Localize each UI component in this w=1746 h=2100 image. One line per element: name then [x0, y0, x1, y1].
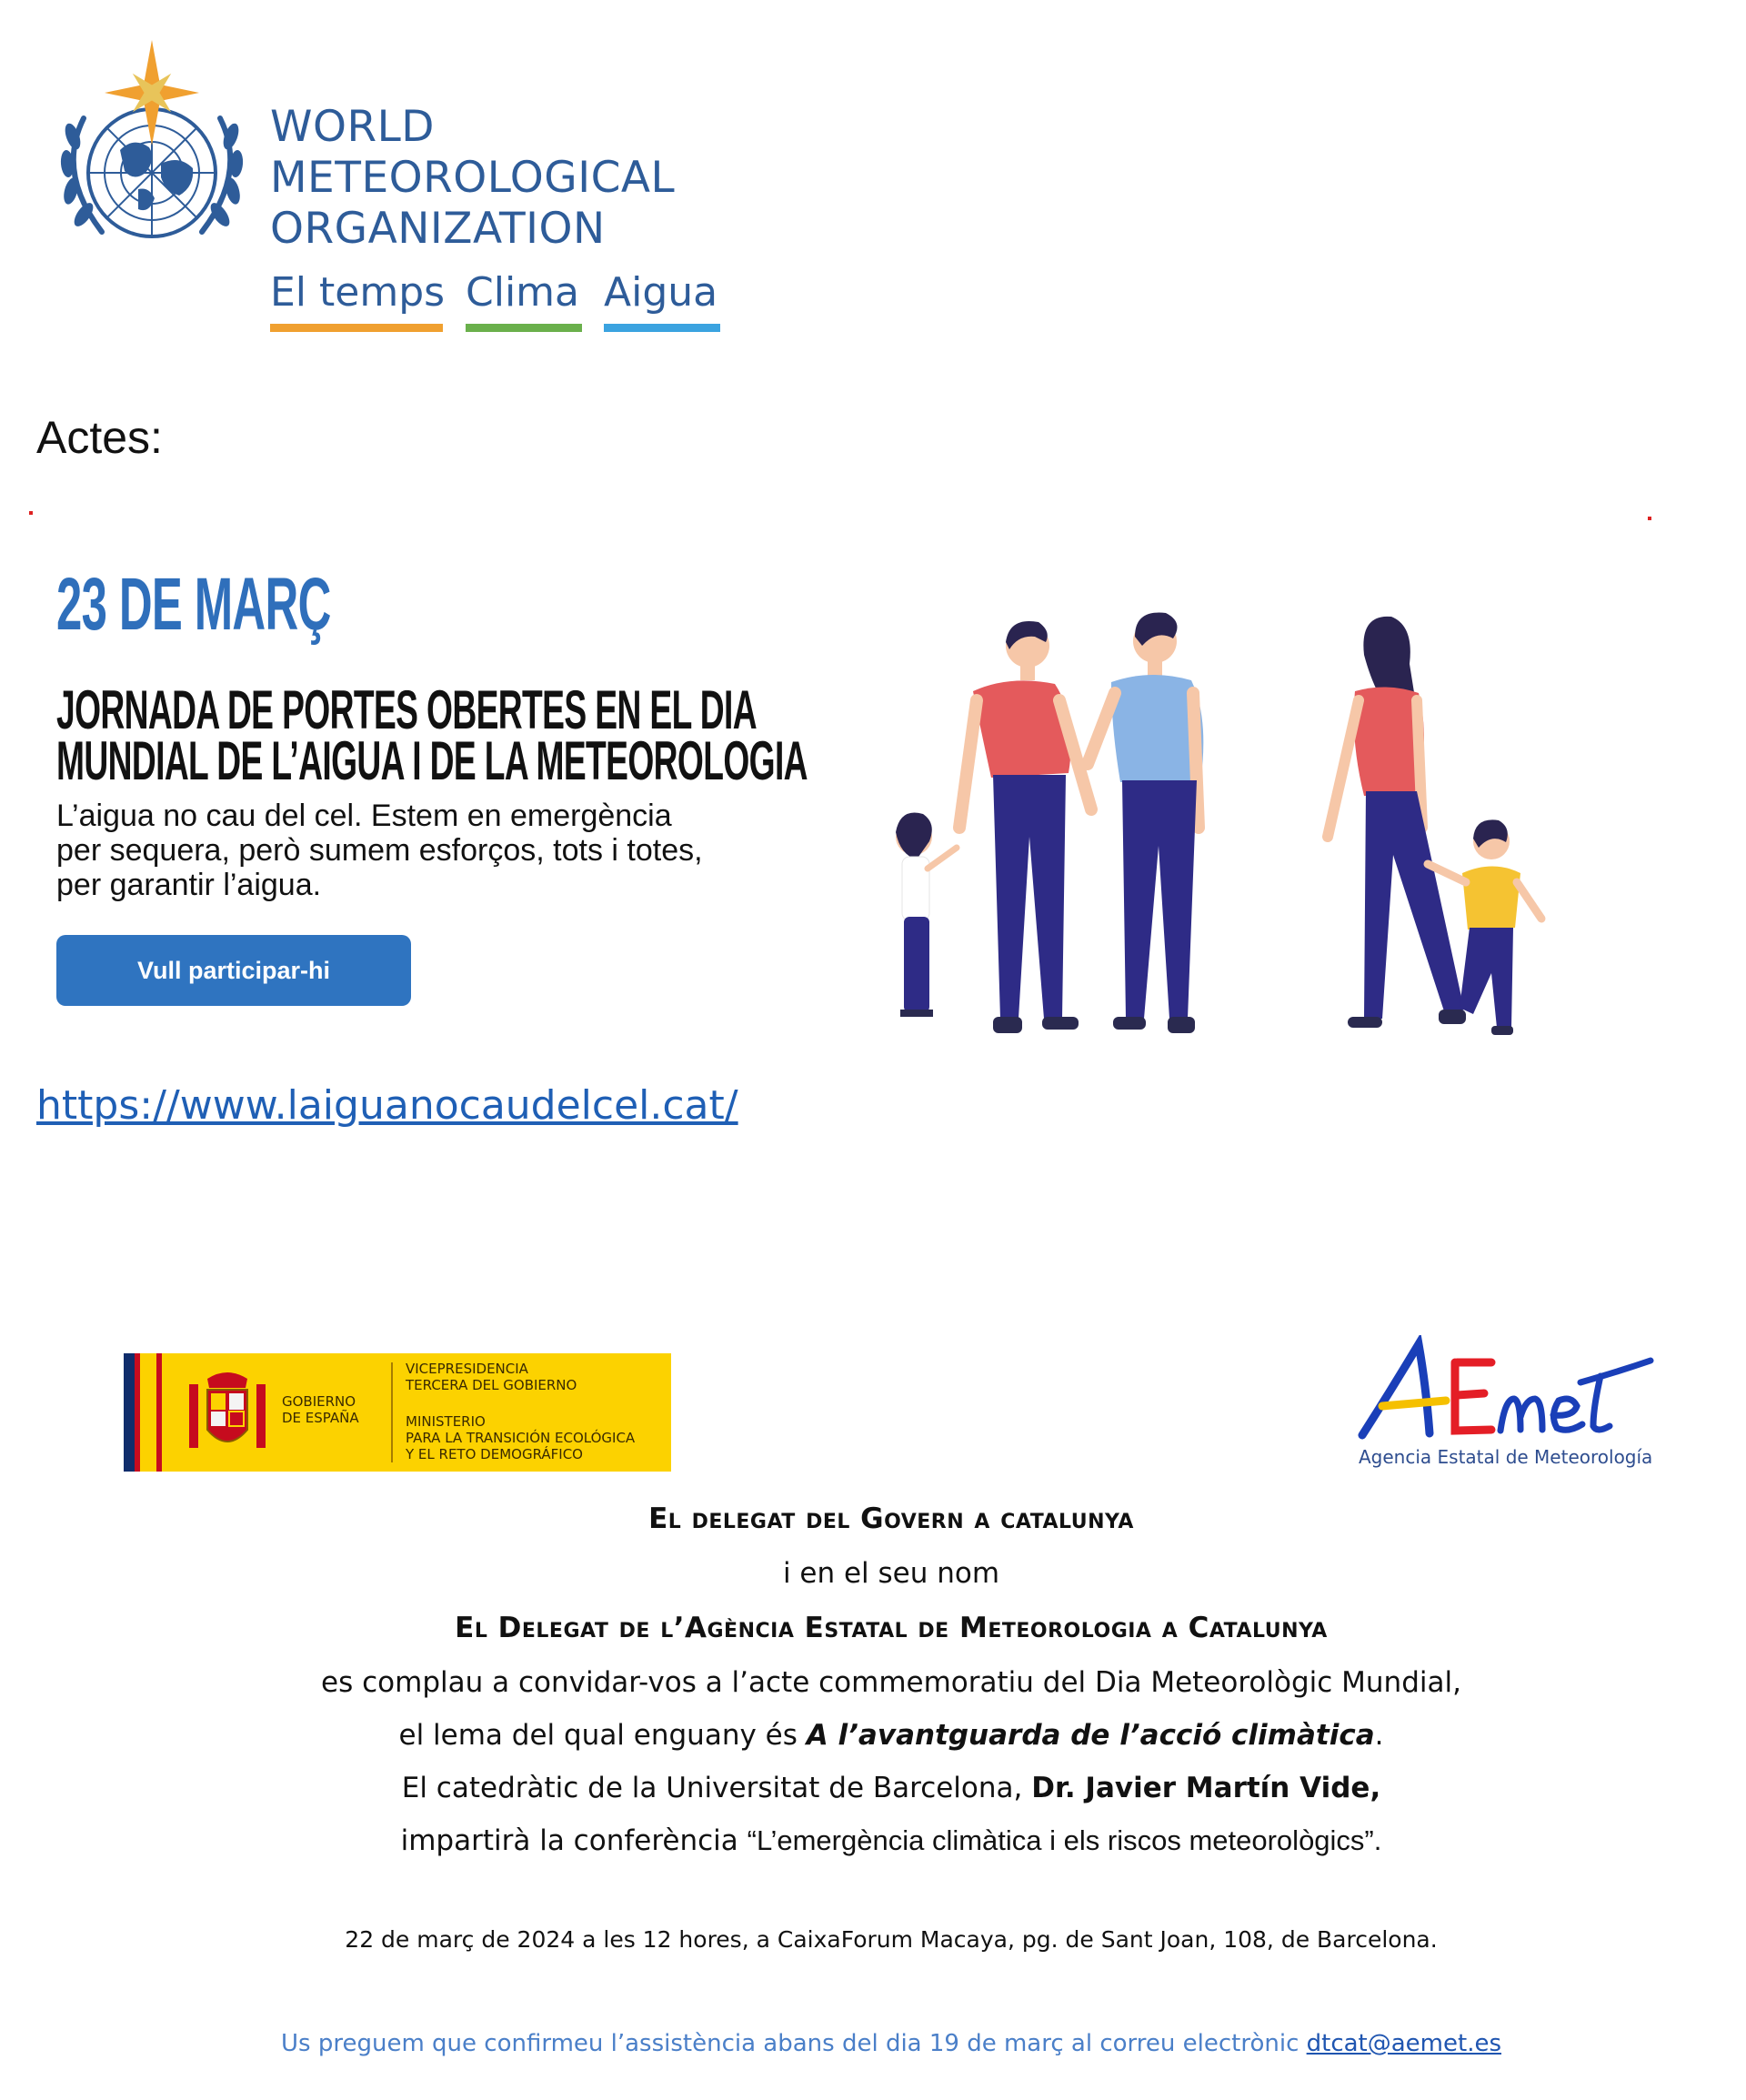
rsvp-text: Us preguem que confirmeu l’assistència abans del dia 19 de març al correu electrònic — [281, 2030, 1307, 2057]
invitation-details: 22 de març de 2024 a les 12 hores, a CaixaForum Macaya, pg. de Sant Joan, 108, de Barcelona. — [345, 1926, 1438, 1953]
red-dot-marker — [1648, 517, 1651, 520]
family-illustration — [873, 609, 1564, 1082]
event-date: 23 DE MARÇ — [56, 563, 331, 646]
spain-gov-line2: DE ESPAÑA — [282, 1410, 359, 1426]
event-website-link[interactable]: https://www.laiguanocaudelcel.cat/ — [36, 1082, 738, 1129]
wmo-emblem-icon — [47, 36, 256, 259]
woman-figure — [1328, 617, 1466, 1028]
participate-button[interactable]: Vull participar-hi — [56, 935, 411, 1006]
wmo-name-line3: ORGANIZATION — [270, 204, 606, 254]
wmo-name-line1: WORLD — [270, 102, 435, 152]
spain-ministry-line2: PARA LA TRANSICIÓN ECOLÓGICA — [406, 1430, 636, 1446]
wmo-tag-weather: El temps — [270, 269, 446, 316]
spain-government-logo — [124, 1353, 671, 1472]
motto-suffix: . — [1374, 1719, 1384, 1752]
invitation-line-invite: es complau a convidar-vos a l’acte commemoratiu del Dia Meteorològic Mundial, — [321, 1666, 1461, 1699]
event-title-line2: MUNDIAL DE L’AIGUA I DE LA METEOROLOGIA — [56, 730, 808, 791]
event-title-line1: JORNADA DE PORTES OBERTES EN EL DIA — [56, 679, 757, 740]
spain-flag-stripe — [140, 1353, 156, 1472]
speaker-name: Dr. Javier Martín Vide, — [1031, 1772, 1381, 1804]
conference-title: “L’emergència climàtica i els riscos meteorològics”. — [747, 1824, 1382, 1856]
red-dot-marker — [29, 511, 33, 515]
spain-gov-line1: GOBIERNO — [282, 1393, 356, 1410]
rsvp-note — [0, 2030, 1746, 2057]
wmo-water-bar — [604, 324, 720, 332]
wmo-tag-water: Aigua — [604, 269, 718, 316]
speaker-prefix: El catedràtic de la Universitat de Barcelona, — [401, 1772, 1032, 1804]
man-red-figure — [959, 621, 1091, 1033]
girl-figure — [896, 813, 957, 1017]
invitation-line-conference — [0, 1824, 1746, 1857]
wmo-name-line2: METEOROLOGICAL — [270, 153, 676, 203]
invitation-line-delegate: El delegat del Govern a catalunya — [648, 1502, 1134, 1535]
invitation-line-on-behalf: i en el seu nom — [782, 1557, 1000, 1590]
invitation-line-aemet-delegate: El Delegat de l’Agència Estatal de Meteorologia a Catalunya — [455, 1612, 1328, 1644]
spain-logo-divider — [391, 1362, 393, 1462]
man-blue-figure — [1088, 613, 1203, 1033]
wmo-weather-bar — [270, 324, 443, 332]
invitation-line-motto — [0, 1719, 1746, 1752]
event-description: L’aigua no cau del cel. Estem en emergència per sequera, però sumem esforços, tots i totes, per garantir l’aigua. — [56, 799, 703, 902]
wmo-climate-bar — [466, 324, 582, 332]
invitation-line-speaker — [0, 1772, 1746, 1804]
spain-ministry-line3: Y EL RETO DEMOGRÁFICO — [406, 1446, 583, 1462]
motto-prefix: el lema del qual enguany és — [398, 1719, 807, 1752]
spain-coat-of-arms-icon — [182, 1366, 273, 1461]
actes-heading: Actes: — [36, 412, 163, 463]
spain-ministry-line1: MINISTERIO — [406, 1413, 486, 1430]
wmo-tag-climate: Clima — [466, 269, 579, 316]
motto-text: A l’avantguarda de l’acció climàtica — [806, 1719, 1375, 1752]
spain-vp-line1: VICEPRESIDENCIA — [406, 1361, 528, 1377]
spain-vp-line2: TERCERA DEL GOBIERNO — [406, 1377, 577, 1393]
eu-flag-strip — [124, 1353, 135, 1472]
conference-prefix: impartirà la conferència — [400, 1824, 748, 1857]
aemet-caption: Agencia Estatal de Meteorología — [1359, 1446, 1653, 1468]
rsvp-email-link[interactable]: dtcat@aemet.es — [1306, 2030, 1501, 2057]
